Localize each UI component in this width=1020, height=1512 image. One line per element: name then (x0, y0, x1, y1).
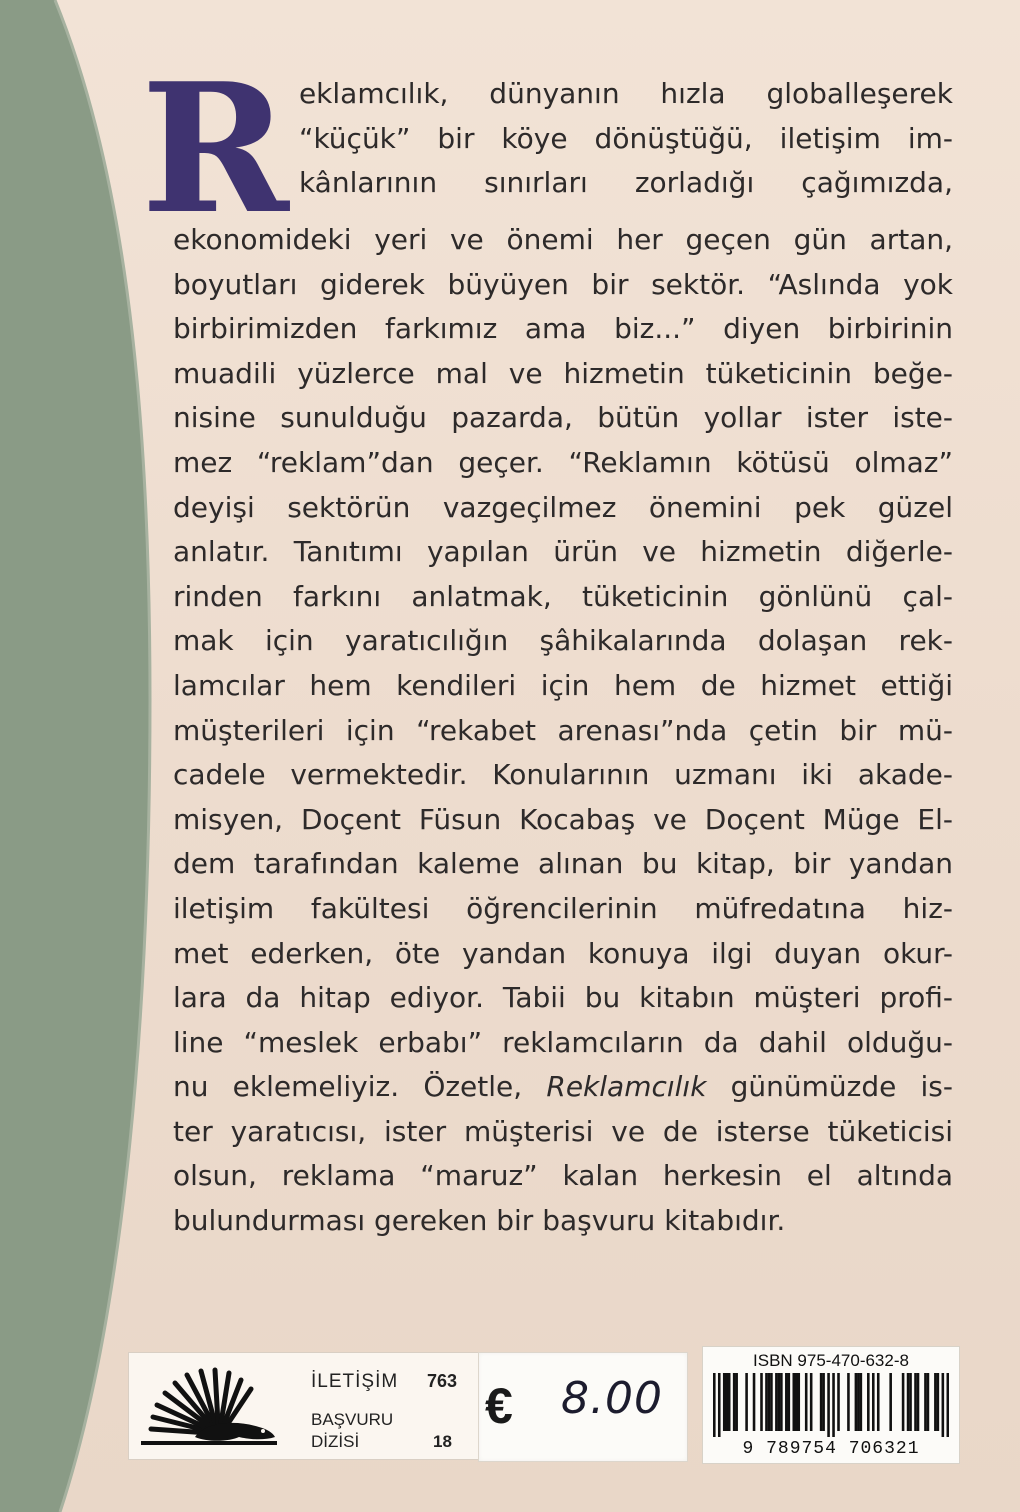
barcode-bar (907, 1373, 910, 1431)
barcode-bar (733, 1373, 736, 1431)
barcode-bar (867, 1373, 870, 1431)
barcode-bar (927, 1373, 930, 1431)
barcode-bar (768, 1373, 771, 1431)
blurb-line: ter yaratıcısı, ister müşterisi ve de isterse tüketicisi (173, 1114, 953, 1148)
barcode-bar (795, 1373, 798, 1431)
blurb-line: mak için yaratıcılığın şâhikalarında dolaşan rek- (173, 624, 953, 658)
blurb-line: nisine sunulduğu pazarda, bütün yollar ister iste- (173, 401, 953, 435)
dropcap-letter: R (141, 44, 289, 253)
barcode-bar (792, 1373, 795, 1431)
isbn-barcode-label (702, 1346, 960, 1464)
barcode-bar (780, 1373, 783, 1431)
blurb-line: lara da hitap ediyor. Tabii bu kitabın müşteri profi- (173, 981, 953, 1015)
barcode-bar (745, 1373, 748, 1431)
barcode-bar (765, 1373, 768, 1431)
barcode-digits: 9 789754 706321 (742, 1439, 920, 1459)
barcode-bar (857, 1373, 860, 1431)
barcode-bar (847, 1373, 850, 1431)
blurb-line: cadele vermektedir. Konularının uzmanı iki akade- (173, 758, 953, 792)
barcode-icon (713, 1373, 949, 1437)
blurb-text-fragment: günümüzde is- (706, 1070, 953, 1104)
blurb-line: dem tarafından kaleme alınan bu kitap, bir yandan (173, 847, 953, 881)
euro-symbol: € (485, 1378, 513, 1434)
blurb-line: misyen, Doçent Füsun Kocabaş ve Doçent Müge El- (173, 802, 953, 836)
publisher-name: İLETİŞİM (311, 1371, 399, 1392)
blurb-line: birbirimizden farkımız ama biz...” diyen birbirinin (173, 312, 953, 346)
barcode-bar (760, 1373, 763, 1431)
bottom-labels (128, 1346, 958, 1462)
blurb-line: met ederken, öte yandan konuya ilgi duyan okur- (173, 936, 953, 970)
hedgehog-logo-icon (135, 1367, 283, 1449)
barcode-bar (902, 1373, 905, 1431)
barcode-bar (889, 1373, 892, 1431)
publisher-label (128, 1352, 480, 1460)
barcode-bar (822, 1373, 825, 1431)
barcode-bar (753, 1373, 756, 1431)
publisher-number: 763 (427, 1371, 458, 1391)
blurb-line: anlatır. Tanıtımı yapılan ürün ve hizmetin diğerle- (173, 535, 953, 569)
series-name-line2: DİZİSİ (311, 1432, 360, 1451)
blurb-line: “küçük” bir köye dönüştüğü, iletişim im- (298, 121, 953, 155)
barcode-bar (788, 1373, 791, 1431)
blurb-line: muadili yüzlerce mal ve hizmetin tüketicinin beğe- (173, 356, 953, 390)
blurb-line: line “meslek erbabı” reklamcıların da dahil olduğu- (173, 1025, 953, 1059)
barcode-bar (877, 1373, 880, 1431)
blurb-line (173, 1065, 953, 1110)
barcode-bar (735, 1373, 738, 1431)
barcode-bar (723, 1373, 726, 1431)
barcode-bar (924, 1373, 927, 1431)
barcode-bar (797, 1373, 800, 1431)
blurb-line: eklamcılık, dünyanın hızla globalleşerek (298, 77, 953, 110)
series-number: 18 (433, 1432, 452, 1451)
blurb-line: müşterileri için “rekabet arenası”nda çetin bir mü- (173, 713, 953, 747)
barcode-bar (872, 1373, 875, 1431)
barcode-bar (914, 1373, 917, 1431)
price-sticker (478, 1352, 688, 1462)
barcode-bar (785, 1373, 788, 1431)
barcode-bar (775, 1373, 778, 1431)
blurb-line: iletişim fakültesi öğrencilerinin müfredatına hiz- (173, 891, 953, 925)
blurb-line: lamcılar hem kendileri için hem de hizmet ettiği (173, 668, 953, 702)
barcode-bar (860, 1373, 863, 1431)
barcode-bar (718, 1373, 721, 1437)
barcode-bar (837, 1373, 840, 1431)
barcode-bar (810, 1373, 813, 1431)
blurb-line: boyutları giderek büyüyen bir sektör. “Aslında yok (173, 267, 953, 301)
barcode-bar (778, 1373, 781, 1431)
barcode-bar (909, 1373, 912, 1431)
barcode-bar (728, 1373, 731, 1431)
blurb-line: deyişi sektörün vazgeçilmez önemini pek güzel (173, 490, 953, 524)
series-name-line1: BAŞVURU (311, 1410, 394, 1429)
barcode-bar (713, 1373, 716, 1437)
barcode-bar (827, 1373, 830, 1437)
blurb-text (141, 44, 953, 1244)
barcode-bar (805, 1373, 808, 1431)
book-title-italic: Reklamcılık (546, 1070, 707, 1104)
blurb-line: rinden farkını anlatmak, tüketicinin gönlünü çal- (173, 579, 953, 613)
isbn-number: ISBN 975-470-632-8 (753, 1351, 909, 1370)
price-value: 8.00 (561, 1373, 663, 1424)
barcode-bar (770, 1373, 773, 1431)
barcode-bar (934, 1373, 937, 1431)
barcode-bar (942, 1373, 945, 1437)
barcode-bar (832, 1373, 835, 1437)
barcode-bar (820, 1373, 823, 1431)
barcode-bar (937, 1373, 940, 1431)
blurb-text-fragment: nu eklemeliyiz. Özetle, (173, 1070, 547, 1104)
barcode-bar (725, 1373, 728, 1431)
blurb-line: olsun, reklama “maruz” kalan herkesin el altında (173, 1159, 953, 1193)
blurb-line: kânlarının sınırları zorladığı çağımızda, (298, 166, 953, 200)
blurb-line: ekonomideki yeri ve önemi her geçen gün artan, (173, 223, 953, 256)
barcode-bar (947, 1373, 949, 1437)
barcode-bar (917, 1373, 920, 1431)
blurb-line: mez “reklam”dan geçer. “Reklamın kötüsü olmaz” (173, 445, 953, 479)
barcode-bar (855, 1373, 858, 1431)
blurb-line: bulundurması gereken bir başvuru kitabıdır. (173, 1204, 786, 1238)
